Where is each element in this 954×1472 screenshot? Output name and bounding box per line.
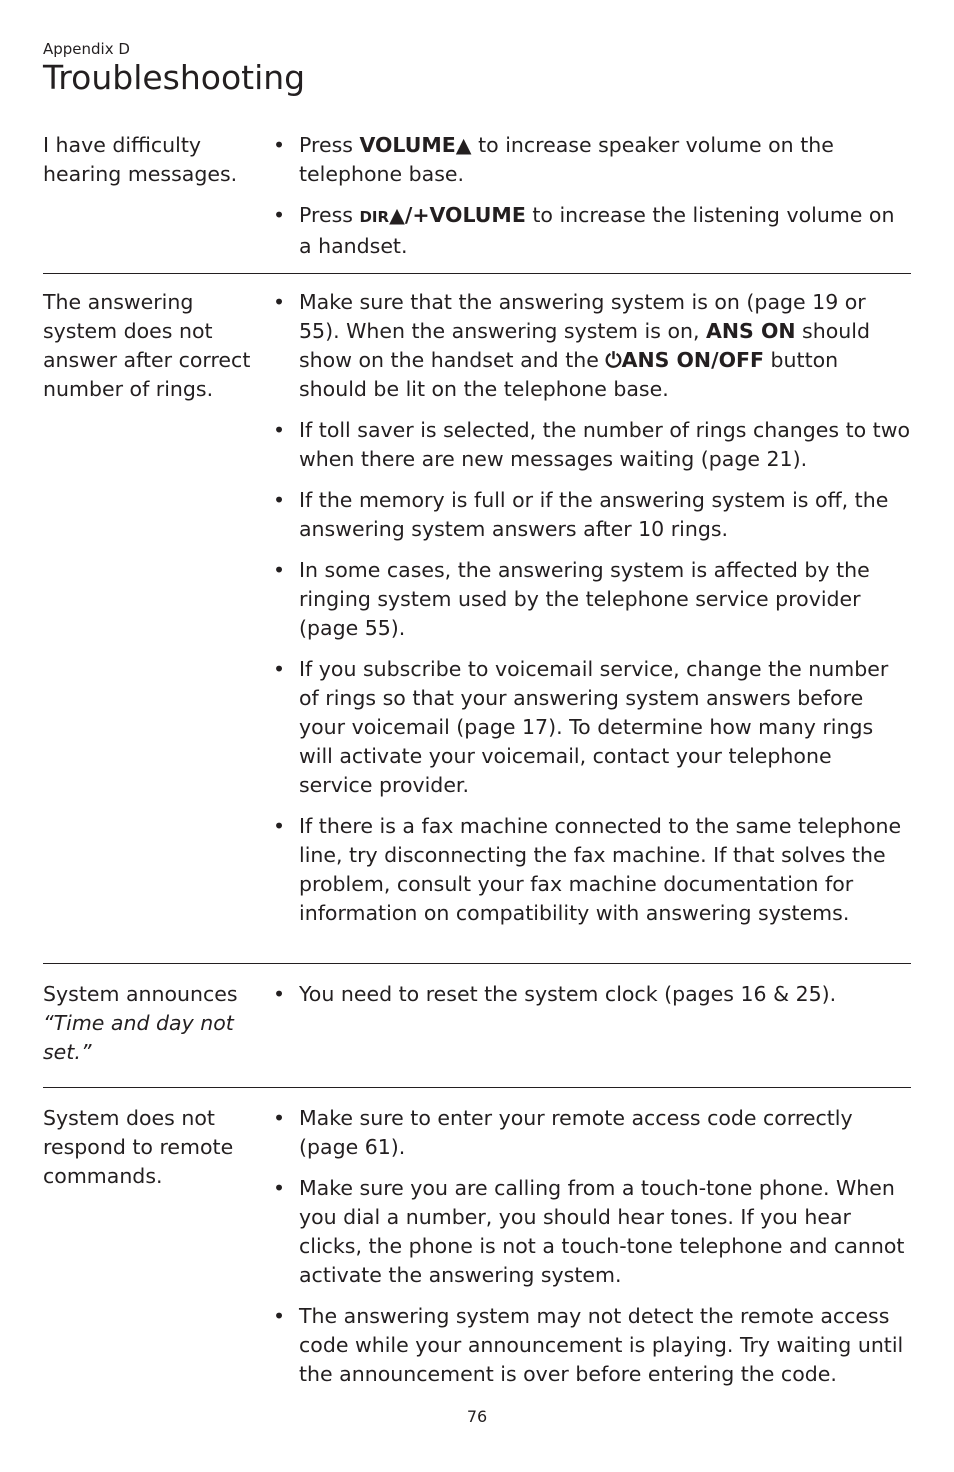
- page-number: 76: [466, 1407, 488, 1426]
- problem-label: System does not respond to remote commands.: [43, 1106, 234, 1188]
- bullet-icon: •: [273, 133, 286, 157]
- bullet-icon: •: [273, 982, 286, 1006]
- problem-label: The answering system does not answer after correct number of rings.: [43, 290, 251, 401]
- solution-list: [273, 288, 911, 940]
- list-item: • If the memory is full or if the answering system is off, the answering system answers after 10 rings.: [273, 488, 889, 541]
- bullet-icon: •: [273, 1176, 286, 1200]
- key-name: DIR: [359, 208, 390, 226]
- key-name: ▲/+VOLUME: [389, 203, 526, 227]
- bullet-icon: •: [273, 488, 286, 512]
- list-item: • Press DIR▲/+VOLUME to increase the listening volume on a handset.: [273, 203, 895, 258]
- list-item: • If you subscribe to voicemail service, change the number of rings so that your answering system answers before your voicemail (page 17). To determine how many rings will activate your voicemail, contact your telephone service provider.: [273, 657, 889, 797]
- problem-label: System announces “Time and day not set.”: [43, 982, 238, 1064]
- list-item: • The answering system may not detect the remote access code while your announcement is playing. Try waiting until the announcement is over before entering the code.: [273, 1304, 904, 1386]
- divider: [43, 273, 911, 274]
- section-label: Appendix D: [43, 40, 130, 58]
- list-item: • Make sure to enter your remote access code correctly (page 61).: [273, 1106, 853, 1159]
- list-item: • If toll saver is selected, the number of rings changes to two when there are new messages waiting (page 21).: [273, 418, 911, 471]
- list-item: • In some cases, the answering system is affected by the ringing system used by the telephone service provider (page 55).: [273, 558, 870, 640]
- list-item: • You need to reset the system clock (pages 16 & 25).: [273, 980, 911, 1009]
- bullet-icon: •: [273, 814, 286, 838]
- solution-list: [273, 1104, 911, 1401]
- bullet-icon: •: [273, 203, 286, 227]
- divider: [43, 963, 911, 964]
- key-name: ANS ON: [706, 319, 796, 343]
- bullet-icon: •: [273, 290, 286, 314]
- bullet-icon: •: [273, 1304, 286, 1328]
- list-item: • Make sure you are calling from a touch-tone phone. When you dial a number, you should hear tones. If you hear clicks, the phone is not a touch-tone telephone and cannot activate the answering system.: [273, 1176, 905, 1287]
- bullet-icon: •: [273, 1106, 286, 1130]
- list-item: • Make sure that the answering system is on (page 19 or 55). When the answering system is on, ANS ON should show on the handset and the ⏻ANS ON/OFF button should be lit on the telephone base.: [273, 290, 870, 401]
- divider: [43, 1087, 911, 1088]
- solution-list: [273, 131, 911, 273]
- list-item: • Press VOLUME▲ to increase speaker volume on the telephone base.: [273, 133, 834, 186]
- bullet-icon: •: [273, 418, 286, 442]
- list-item: • If there is a fax machine connected to the same telephone line, try disconnecting the fax machine. If that solves the problem, consult your fax machine documentation for information on compatibility with answering systems.: [273, 814, 902, 925]
- problem-label: I have difficulty hearing messages.: [43, 133, 238, 186]
- key-name: VOLUME▲: [359, 133, 472, 157]
- page-title: Troubleshooting: [43, 58, 306, 97]
- bullet-icon: •: [273, 657, 286, 681]
- solution-list: [273, 980, 911, 1021]
- bullet-icon: •: [273, 558, 286, 582]
- key-name: ⏻ANS ON/OFF: [605, 348, 765, 372]
